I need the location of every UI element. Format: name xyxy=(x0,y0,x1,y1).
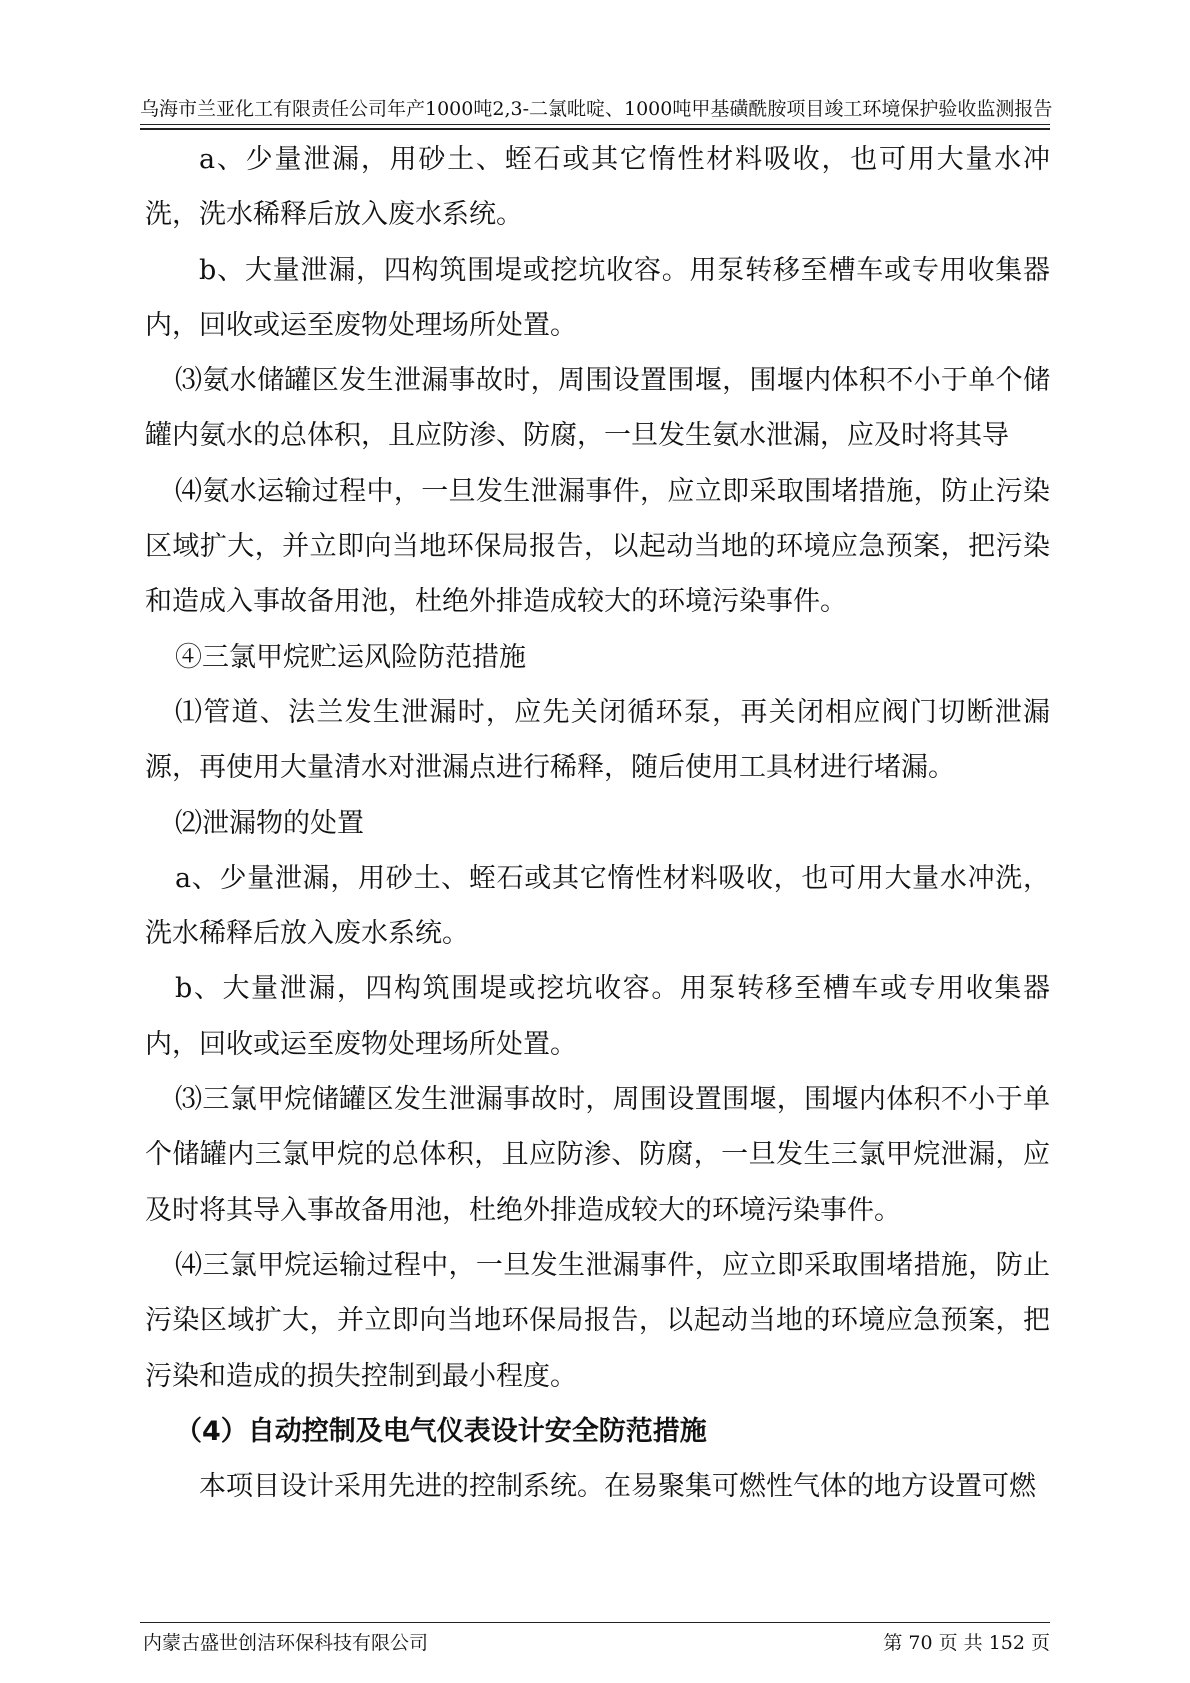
paragraph-pipeline-leak: ⑴管道、法兰发生泄漏时，应先关闭循环泵，再关闭相应阀门切断泄漏源，再使用大量清水对泄漏点进行稀释，随后使用工具材进行堵漏。 xyxy=(145,696,1050,784)
paragraph-small-leak-1: a、少量泄漏，用砂土、蛭石或其它惰性材料吸收，也可用大量水冲洗，洗水稀释后放入废水系统。 xyxy=(145,144,1050,231)
footer-divider xyxy=(140,1622,1050,1623)
paragraph-large-leak-2: b、大量泄漏，四构筑围堤或挖坑收容。用泵转移至槽车或专用收集器内，回收或运至废物处理场所处置。 xyxy=(145,973,1050,1060)
paragraph-ammonia-transport: ⑷氨水运输过程中，一旦发生泄漏事件，应立即采取围堵措施，防止污染区域扩大，并立即向当地环保局报告，以起动当地的环境应急预案，把污染和造成入事故备用池，杜绝外排造成较大的环境污染事件。 xyxy=(145,475,1050,618)
paragraph-chloroform-heading: ④三氯甲烷贮运风险防范措施 xyxy=(175,641,526,673)
footer-page-number: 第 70 页 共 152 页 xyxy=(883,1632,1050,1654)
paragraph-chloroform-tank: ⑶三氯甲烷储罐区发生泄漏事故时，周围设置围堰，围堰内体积不小于单个储罐内三氯甲烷的总体积，且应防渗、防腐，一旦发生三氯甲烷泄漏，应及时将其导入事故备用池，杜绝外排造成较大的环境污染事件。 xyxy=(145,1084,1050,1226)
header-divider-thick xyxy=(140,128,1050,130)
footer-company: 内蒙古盛世创洁环保科技有限公司 xyxy=(143,1632,429,1654)
paragraph-chloroform-transport: ⑷三氯甲烷运输过程中，一旦发生泄漏事件，应立即采取围堵措施，防止污染区域扩大，并立即向当地环保局报告，以起动当地的环境应急预案，把污染和造成的损失控制到最小程度。 xyxy=(145,1249,1050,1392)
section-heading-auto-control: （4）自动控制及电气仪表设计安全防范措施 xyxy=(175,1415,707,1447)
paragraph-leak-disposal: ⑵泄漏物的处置 xyxy=(175,807,364,839)
paragraph-large-leak-1: b、大量泄漏，四构筑围堤或挖坑收容。用泵转移至槽车或专用收集器内，回收或运至废物处理场所处置。 xyxy=(145,254,1050,341)
report-header-title: 乌海市兰亚化工有限责任公司年产1000吨2,3-二氯吡啶、1000吨甲基磺酰胺项目竣工环境保护验收监测报告 xyxy=(140,98,1053,120)
header-divider xyxy=(140,124,1050,125)
document-body xyxy=(145,132,1050,1514)
paragraph-ammonia-tank: ⑶氨水储罐区发生泄漏事故时，周围设置围堰，围堰内体积不小于单个储罐内氨水的总体积，且应防渗、防腐，一旦发生氨水泄漏，应及时将其导 xyxy=(145,365,1050,452)
paragraph-control-system: 本项目设计采用先进的控制系统。在易聚集可燃性气体的地方设置可燃 xyxy=(199,1471,1036,1503)
paragraph-small-leak-2: a、少量泄漏，用砂土、蛭石或其它惰性材料吸收，也可用大量水冲洗，洗水稀释后放入废水系统。 xyxy=(145,862,1050,950)
